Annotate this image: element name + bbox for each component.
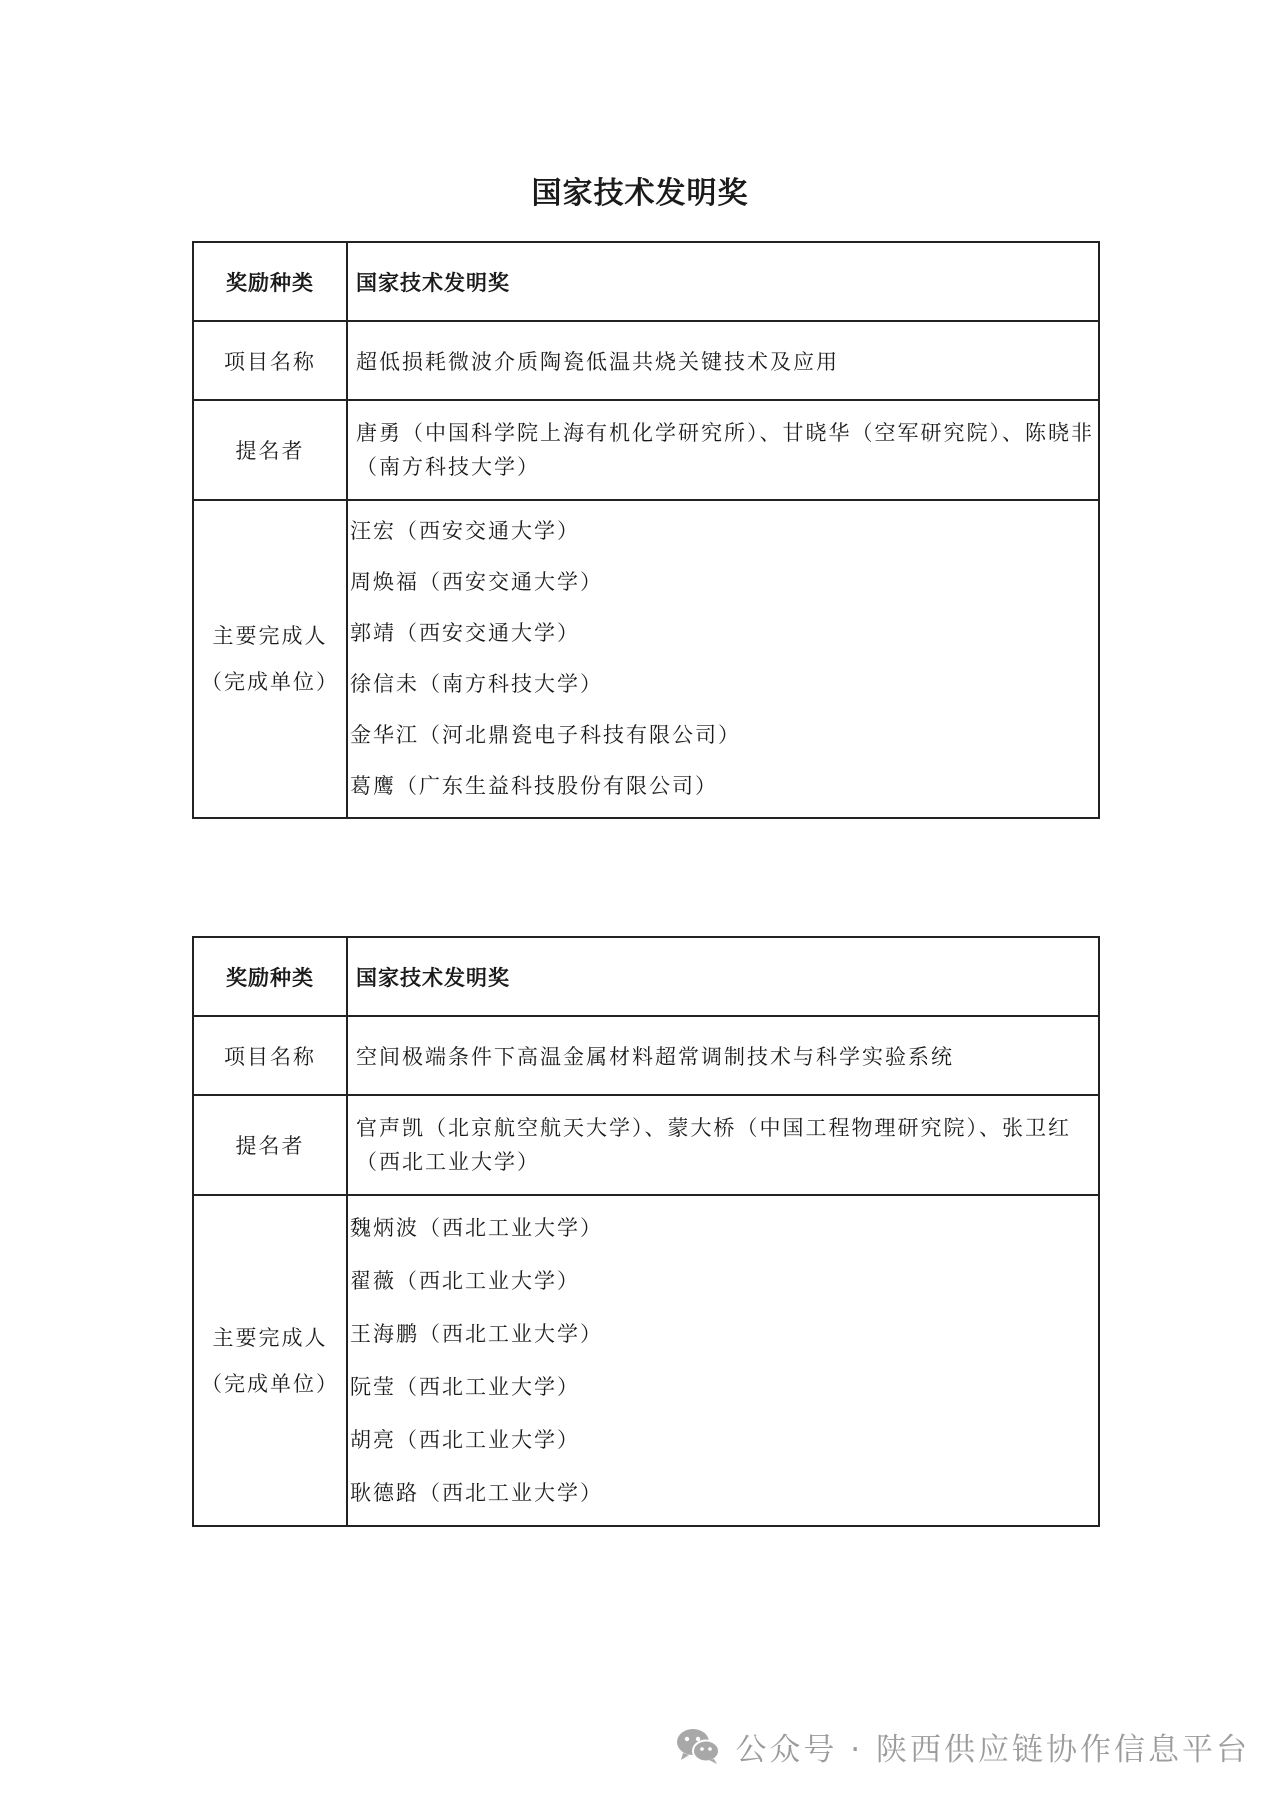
row-award-type — [193, 937, 1099, 1016]
row-nominator — [193, 400, 1099, 500]
row-nominator — [193, 1095, 1099, 1195]
value-award-type: 国家技术发明奖 — [347, 937, 1099, 1016]
value-project-name: 超低损耗微波介质陶瓷低温共烧关键技术及应用 — [347, 321, 1099, 400]
label-main-people — [193, 500, 347, 818]
row-main-people — [193, 500, 1099, 818]
person-item: 阮莹（西北工业大学） — [350, 1374, 580, 1399]
value-award-type: 国家技术发明奖 — [347, 242, 1099, 321]
wechat-icon — [675, 1726, 721, 1766]
footer-watermark — [675, 1722, 1250, 1770]
value-nominator: 官声凯（北京航空航天大学）、蒙大桥（中国工程物理研究院）、张卫红（西北工业大学） — [347, 1095, 1099, 1195]
value-project-name: 空间极端条件下高温金属材料超常调制技术与科学实验系统 — [347, 1016, 1099, 1095]
person-item: 胡亮（西北工业大学） — [350, 1427, 580, 1452]
label-nominator: 提名者 — [193, 400, 347, 500]
value-main-people — [347, 500, 1099, 818]
label-main-people — [193, 1195, 347, 1526]
award-table-2 — [192, 936, 1100, 1527]
person-item: 金华江（河北鼎瓷电子科技有限公司） — [350, 723, 741, 747]
person-item: 汪宏（西安交通大学） — [350, 519, 580, 543]
label-award-type: 奖励种类 — [193, 242, 347, 321]
label-main-people-line2: （完成单位） — [201, 1371, 339, 1396]
award-table-1 — [192, 241, 1100, 819]
people-list — [348, 506, 1098, 812]
people-list — [348, 1202, 1098, 1520]
row-project-name — [193, 321, 1099, 400]
person-item: 翟薇（西北工业大学） — [350, 1268, 580, 1293]
person-item: 周焕福（西安交通大学） — [350, 570, 603, 594]
person-item: 郭靖（西安交通大学） — [350, 621, 580, 645]
label-project-name: 项目名称 — [193, 1016, 347, 1095]
value-nominator: 唐勇（中国科学院上海有机化学研究所）、甘晓华（空军研究院）、陈晓非（南方科技大学） — [347, 400, 1099, 500]
label-main-people-line2: （完成单位） — [201, 670, 339, 694]
person-item: 王海鹏（西北工业大学） — [350, 1321, 603, 1346]
person-item: 葛鹰（广东生益科技股份有限公司） — [350, 774, 718, 798]
label-project-name: 项目名称 — [193, 321, 347, 400]
page-title: 国家技术发明奖 — [531, 176, 749, 211]
row-award-type — [193, 242, 1099, 321]
footer-text: 公众号 · 陕西供应链协作信息平台 — [735, 1731, 1250, 1768]
person-item: 耿德路（西北工业大学） — [350, 1480, 603, 1505]
person-item: 徐信未（南方科技大学） — [350, 672, 603, 696]
person-item: 魏炳波（西北工业大学） — [350, 1215, 603, 1240]
row-main-people — [193, 1195, 1099, 1526]
row-project-name — [193, 1016, 1099, 1095]
label-main-people-line1: 主要完成人 — [212, 1325, 328, 1350]
label-main-people-line1: 主要完成人 — [212, 624, 328, 648]
label-nominator: 提名者 — [193, 1095, 347, 1195]
value-main-people — [347, 1195, 1099, 1526]
label-award-type: 奖励种类 — [193, 937, 347, 1016]
